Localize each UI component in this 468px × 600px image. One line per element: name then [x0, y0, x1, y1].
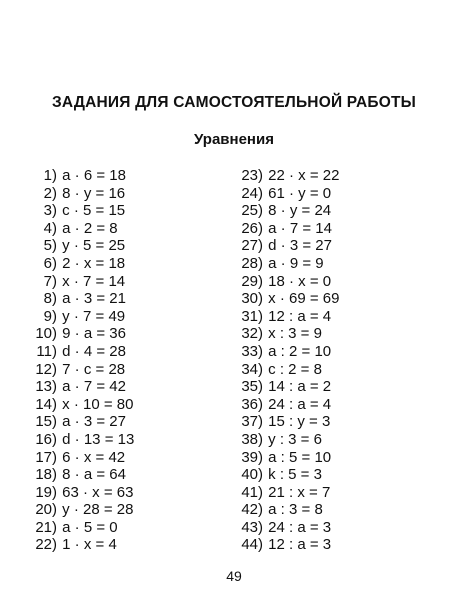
equation-text: 14 : a = 2 [268, 378, 332, 396]
equation-text: 63 · x = 63 [62, 483, 134, 501]
equation-text: 18 · x = 0 [268, 272, 332, 290]
equations-column-right [232, 167, 339, 554]
equation-item [25, 519, 134, 537]
equation-number: 13) [35, 378, 57, 396]
equation-number: 1) [43, 167, 57, 184]
equation-number: 12) [35, 360, 57, 378]
equation-number: 29) [241, 272, 263, 290]
equation-item [232, 220, 339, 238]
equation-number: 5) [43, 237, 57, 255]
equation-text: 8 · y = 16 [62, 184, 126, 202]
equation-item [232, 273, 339, 291]
section-title: Уравнения [194, 131, 274, 148]
equation-text: x · 10 = 80 [62, 395, 134, 413]
equation-item [25, 185, 134, 203]
equation-text: 22 · x = 22 [268, 167, 340, 184]
equation-text: 6 · x = 42 [62, 448, 126, 466]
equation-text: a : 3 = 8 [268, 501, 323, 519]
equation-text: 9 · a = 36 [62, 325, 126, 343]
equation-text: a : 2 = 10 [268, 342, 332, 360]
equation-number: 37) [241, 413, 263, 431]
equation-item [25, 396, 134, 414]
equation-item [25, 325, 134, 343]
equation-text: x · 69 = 69 [268, 290, 340, 308]
equation-item [25, 501, 134, 519]
equation-number: 17) [35, 448, 57, 466]
equation-text: y : 3 = 6 [268, 430, 322, 448]
equation-number: 15) [35, 413, 57, 431]
equation-number: 31) [241, 307, 263, 325]
equation-number: 10) [35, 325, 57, 343]
equation-text: 7 · c = 28 [62, 360, 126, 378]
equation-item [232, 449, 339, 467]
equation-text: 15 : y = 3 [268, 413, 331, 431]
equation-number: 16) [35, 430, 57, 448]
equation-number: 6) [43, 254, 57, 272]
equation-text: y · 28 = 28 [62, 501, 134, 519]
equation-number: 41) [241, 483, 263, 501]
equation-number: 30) [241, 290, 263, 308]
equation-number: 4) [43, 219, 57, 237]
equation-number: 7) [43, 272, 57, 290]
equation-item [232, 413, 339, 431]
equation-number: 33) [241, 342, 263, 360]
equation-text: 24 : a = 4 [268, 395, 332, 413]
equation-number: 9) [43, 307, 57, 325]
equation-number: 23) [241, 167, 263, 184]
page-heading: ЗАДАНИЯ ДЛЯ САМОСТОЯТЕЛЬНОЙ РАБОТЫ [51, 94, 417, 111]
equation-number: 42) [241, 501, 263, 519]
equation-text: 8 · y = 24 [268, 202, 332, 220]
equation-item [25, 466, 134, 484]
equation-number: 28) [241, 254, 263, 272]
equation-item [232, 484, 339, 502]
equation-item [25, 237, 134, 255]
equation-item [25, 290, 134, 308]
equation-number: 20) [35, 501, 57, 519]
equation-number: 8) [43, 290, 57, 308]
equation-item [232, 519, 339, 537]
equation-item [25, 449, 134, 467]
equation-item [232, 396, 339, 414]
equation-text: a · 3 = 21 [62, 290, 126, 308]
equation-number: 44) [241, 536, 263, 554]
equation-number: 11) [36, 342, 57, 360]
equation-text: k : 5 = 3 [268, 466, 322, 484]
equation-item [232, 343, 339, 361]
equation-text: y · 5 = 25 [62, 237, 126, 255]
page-number: 49 [226, 568, 242, 584]
equation-text: 61 · y = 0 [268, 184, 332, 202]
equation-item [232, 431, 339, 449]
equation-text: c · 5 = 15 [62, 202, 126, 220]
equation-text: x · 7 = 14 [62, 272, 126, 290]
equation-item [25, 431, 134, 449]
equation-item [25, 536, 134, 554]
equation-number: 34) [241, 360, 263, 378]
equation-number: 25) [241, 202, 263, 220]
equation-number: 18) [35, 466, 57, 484]
equation-item [232, 536, 339, 554]
equation-number: 27) [241, 237, 263, 255]
equation-item [232, 237, 339, 255]
equation-text: 2 · x = 18 [62, 254, 126, 272]
equation-item [25, 413, 134, 431]
equation-item [232, 255, 339, 273]
equation-number: 36) [241, 395, 263, 413]
equation-number: 38) [241, 430, 263, 448]
equation-item [25, 255, 134, 273]
equation-number: 43) [241, 518, 263, 536]
equation-item [232, 167, 339, 185]
equation-number: 35) [241, 378, 263, 396]
equation-item [232, 378, 339, 396]
equation-item [25, 484, 134, 502]
equation-text: a · 9 = 9 [268, 254, 324, 272]
equation-text: d · 13 = 13 [62, 430, 135, 448]
equation-item [232, 325, 339, 343]
equation-number: 19) [35, 483, 57, 501]
equation-number: 32) [241, 325, 263, 343]
equation-text: a · 7 = 42 [62, 378, 126, 396]
equation-text: 24 : a = 3 [268, 518, 332, 536]
equation-text: d · 4 = 28 [62, 342, 126, 360]
equation-text: x : 3 = 9 [268, 325, 322, 343]
equation-item [25, 273, 134, 291]
equation-number: 26) [241, 219, 263, 237]
equation-text: 8 · a = 64 [62, 466, 126, 484]
equation-text: 12 : a = 4 [268, 307, 332, 325]
equation-text: 21 : x = 7 [268, 483, 331, 501]
equation-item [25, 220, 134, 238]
equation-item [25, 202, 134, 220]
equation-text: a · 6 = 18 [62, 167, 126, 184]
equation-number: 2) [43, 184, 57, 202]
equation-text: a · 7 = 14 [268, 219, 332, 237]
equation-number: 21) [35, 518, 57, 536]
equation-text: a · 2 = 8 [62, 219, 118, 237]
equation-item [232, 466, 339, 484]
equation-number: 3) [43, 202, 57, 220]
equation-item [25, 361, 134, 379]
equation-number: 22) [35, 536, 57, 554]
equation-text: c : 2 = 8 [268, 360, 322, 378]
equation-text: a · 3 = 27 [62, 413, 126, 431]
equation-item [25, 343, 134, 361]
equation-text: d · 3 = 27 [268, 237, 332, 255]
equation-item [232, 202, 339, 220]
equation-text: a : 5 = 10 [268, 448, 332, 466]
equation-item [25, 167, 134, 185]
equation-number: 14) [35, 395, 57, 413]
equation-item [232, 501, 339, 519]
equation-item [232, 308, 339, 326]
equation-text: 12 : a = 3 [268, 536, 332, 554]
equation-number: 24) [241, 184, 263, 202]
equation-text: 1 · x = 4 [62, 536, 117, 554]
equation-number: 39) [241, 448, 263, 466]
equation-item [25, 378, 134, 396]
equation-item [232, 290, 339, 308]
equation-text: y · 7 = 49 [62, 307, 126, 325]
equation-item [232, 185, 339, 203]
equation-item [25, 308, 134, 326]
equation-text: a · 5 = 0 [62, 518, 118, 536]
equations-column-left [25, 167, 134, 554]
equation-item [232, 361, 339, 379]
equation-number: 40) [241, 466, 263, 484]
